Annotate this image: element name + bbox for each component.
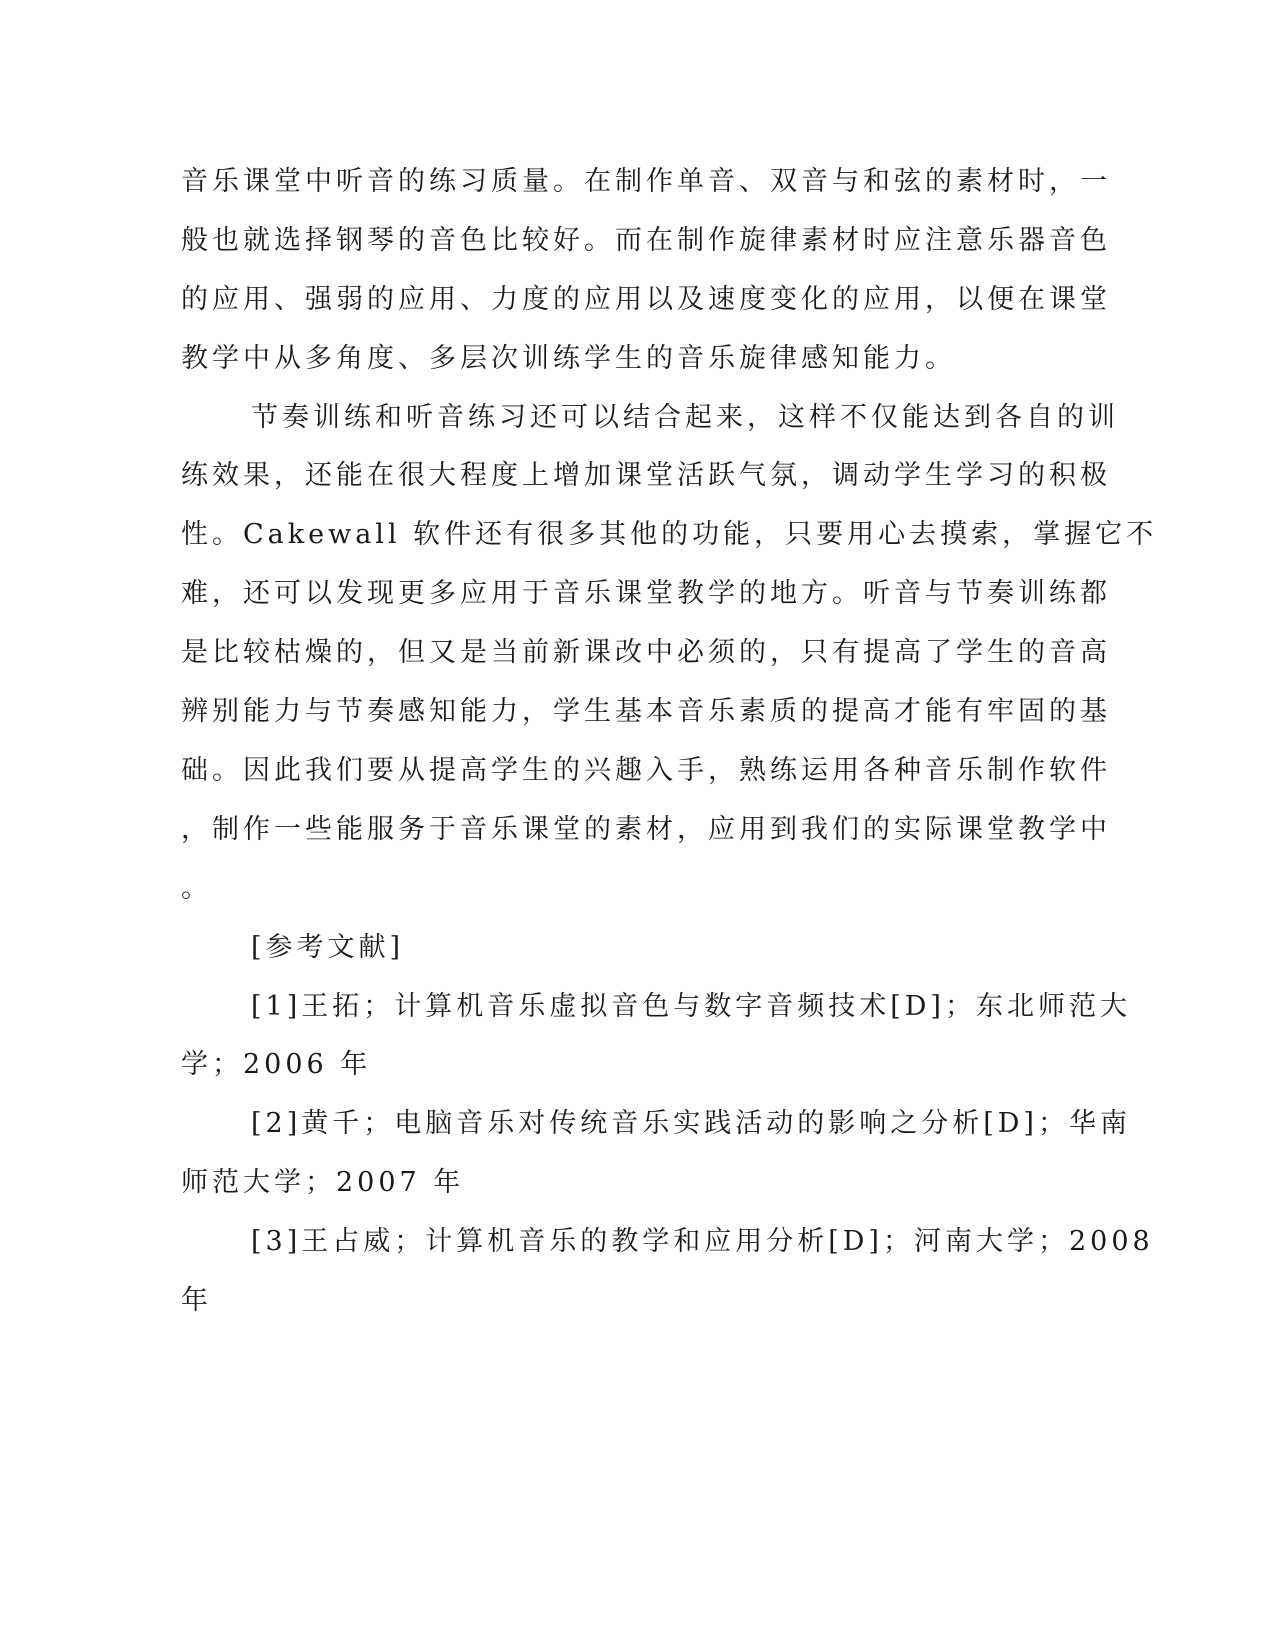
body-text-line: 教学中从多角度、多层次训练学生的音乐旋律感知能力。 [181,343,956,374]
body-text-line: 的应用、强弱的应用、力度的应用以及速度变化的应用，以便在课堂 [181,284,1111,315]
body-text-line: 是比较枯燥的，但又是当前新课改中必须的，只有提高了学生的音高 [181,637,1111,668]
reference-item-2: [2]黄千；电脑音乐对传统音乐实践活动的影响之分析[D]；华南 [251,1108,1131,1139]
reference-item-3: [3]王占威；计算机音乐的教学和应用分析[D]；河南大学；2008 [251,1226,1154,1257]
reference-item-1-continued: 学；2006 年 [181,1049,372,1080]
body-text-line: 。 [181,873,212,904]
body-text-line: 练效果，还能在很大程度上增加课堂活跃气氛，调动学生学习的积极 [181,460,1111,491]
references-heading: [参考文献] [251,932,405,963]
body-text-line: 辨别能力与节奏感知能力，学生基本音乐素质的提高才能有牢固的基 [181,696,1111,727]
body-text-line: 难，还可以发现更多应用于音乐课堂教学的地方。听音与节奏训练都 [181,578,1111,609]
reference-item-3-continued: 年 [181,1285,212,1316]
body-text-line: 础。因此我们要从提高学生的兴趣入手，熟练运用各种音乐制作软件 [181,755,1111,786]
reference-item-2-continued: 师范大学；2007 年 [181,1167,465,1198]
body-text-line: 般也就选择钢琴的音色比较好。而在制作旋律素材时应注意乐器音色 [181,225,1111,256]
body-text-line: 性。Cakewall 软件还有很多其他的功能，只要用心去摸索，掌握它不 [181,519,1158,550]
body-text-line: ，制作一些能服务于音乐课堂的素材，应用到我们的实际课堂教学中 [181,814,1111,845]
reference-item-1: [1]王拓；计算机音乐虚拟音色与数字音频技术[D]；东北师范大 [251,991,1131,1022]
paragraph-first-line: 节奏训练和听音练习还可以结合起来，这样不仅能达到各自的训 [251,402,1119,433]
body-text-line: 音乐课堂中听音的练习质量。在制作单音、双音与和弦的素材时，一 [181,166,1111,197]
